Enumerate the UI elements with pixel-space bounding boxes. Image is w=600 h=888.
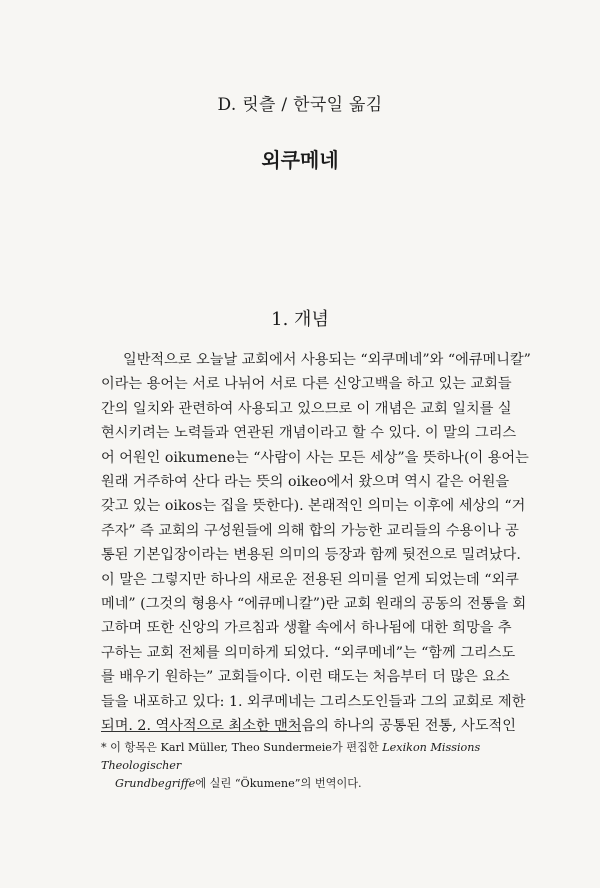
footnote-italic-title-a: Lexikon Missions Theologischer [101, 741, 481, 772]
footnote-text-a: 이 항목은 Karl Müller, Theo Sundermeie가 편집한 [110, 741, 379, 754]
article-title: 외쿠메네 [261, 148, 339, 172]
body-line: 되며. 2. 역사적으로 최소한 맨처음의 하나의 공통된 전통, 사도적인 [101, 718, 516, 735]
body-text [101, 348, 531, 739]
footnote [101, 739, 511, 793]
body-line: 일반적으로 오늘날 교회에서 사용되는 “외쿠메네”와 “에큐메니칼” [123, 352, 531, 368]
body-line: 원래 거주하여 산다 라는 뜻의 oikeo에서 왔으며 역시 같은 어원을 [101, 474, 510, 491]
author-translator-line: D. 릿츨 / 한국일 옮김 [217, 95, 383, 115]
body-line: 현시키려는 노력들과 연관된 개념이라고 할 수 있다. 이 말의 그리스 [101, 425, 517, 442]
footnote-text-b: 에 실린 “Ökumene”의 번역이다. [195, 777, 362, 790]
body-line: 고하며 또한 신앙의 가르침과 생활 속에서 하나됨에 대한 희망을 추 [101, 620, 512, 637]
body-line: 구하는 교회 전체를 의미하게 되었다. “외쿠메네”는 “함께 그리스도 [101, 644, 516, 661]
footnote-marker: * [101, 741, 107, 754]
footnote-divider [101, 731, 301, 732]
body-line: 이 말은 그렇지만 하나의 새로운 전용된 의미를 얻게 되었는데 “외쿠 [101, 571, 519, 588]
body-line: 이라는 용어는 서로 나뉘어 서로 다른 신앙고백을 하고 있는 교회들 [101, 376, 512, 393]
body-line: 들을 내포하고 있다: 1. 외쿠메네는 그리스도인들과 그의 교회로 제한 [101, 693, 526, 710]
body-line: 를 배우기 원하는” 교회들이다. 이런 태도는 처음부터 더 많은 요소 [101, 669, 510, 686]
body-line: 어 어원인 oikumene는 “사람이 사는 모든 세상”을 뜻하나(이 용어는 [101, 449, 529, 466]
body-line: 통된 기본입장이라는 변용된 의미의 등장과 함께 뒷전으로 밀려났다. [101, 547, 521, 564]
body-line: 메네” (그것의 형용사 “에큐메니칼”)란 교회 원래의 공동의 전통을 회 [101, 596, 527, 613]
body-line: 갖고 있는 oikos는 집을 뜻한다). 본래적인 의미는 이후에 세상의 “거 [101, 498, 526, 515]
body-line: 주자” 즉 교회의 구성원들에 의해 합의 가능한 교리들의 수용이나 공 [101, 522, 519, 539]
footnote-italic-title-b: Grundbegriffe [115, 777, 196, 790]
body-line: 간의 일치와 관련하여 사용되고 있으므로 이 개념은 교회 일치를 실 [101, 400, 512, 417]
section-heading: 1. 개념 [271, 309, 329, 330]
